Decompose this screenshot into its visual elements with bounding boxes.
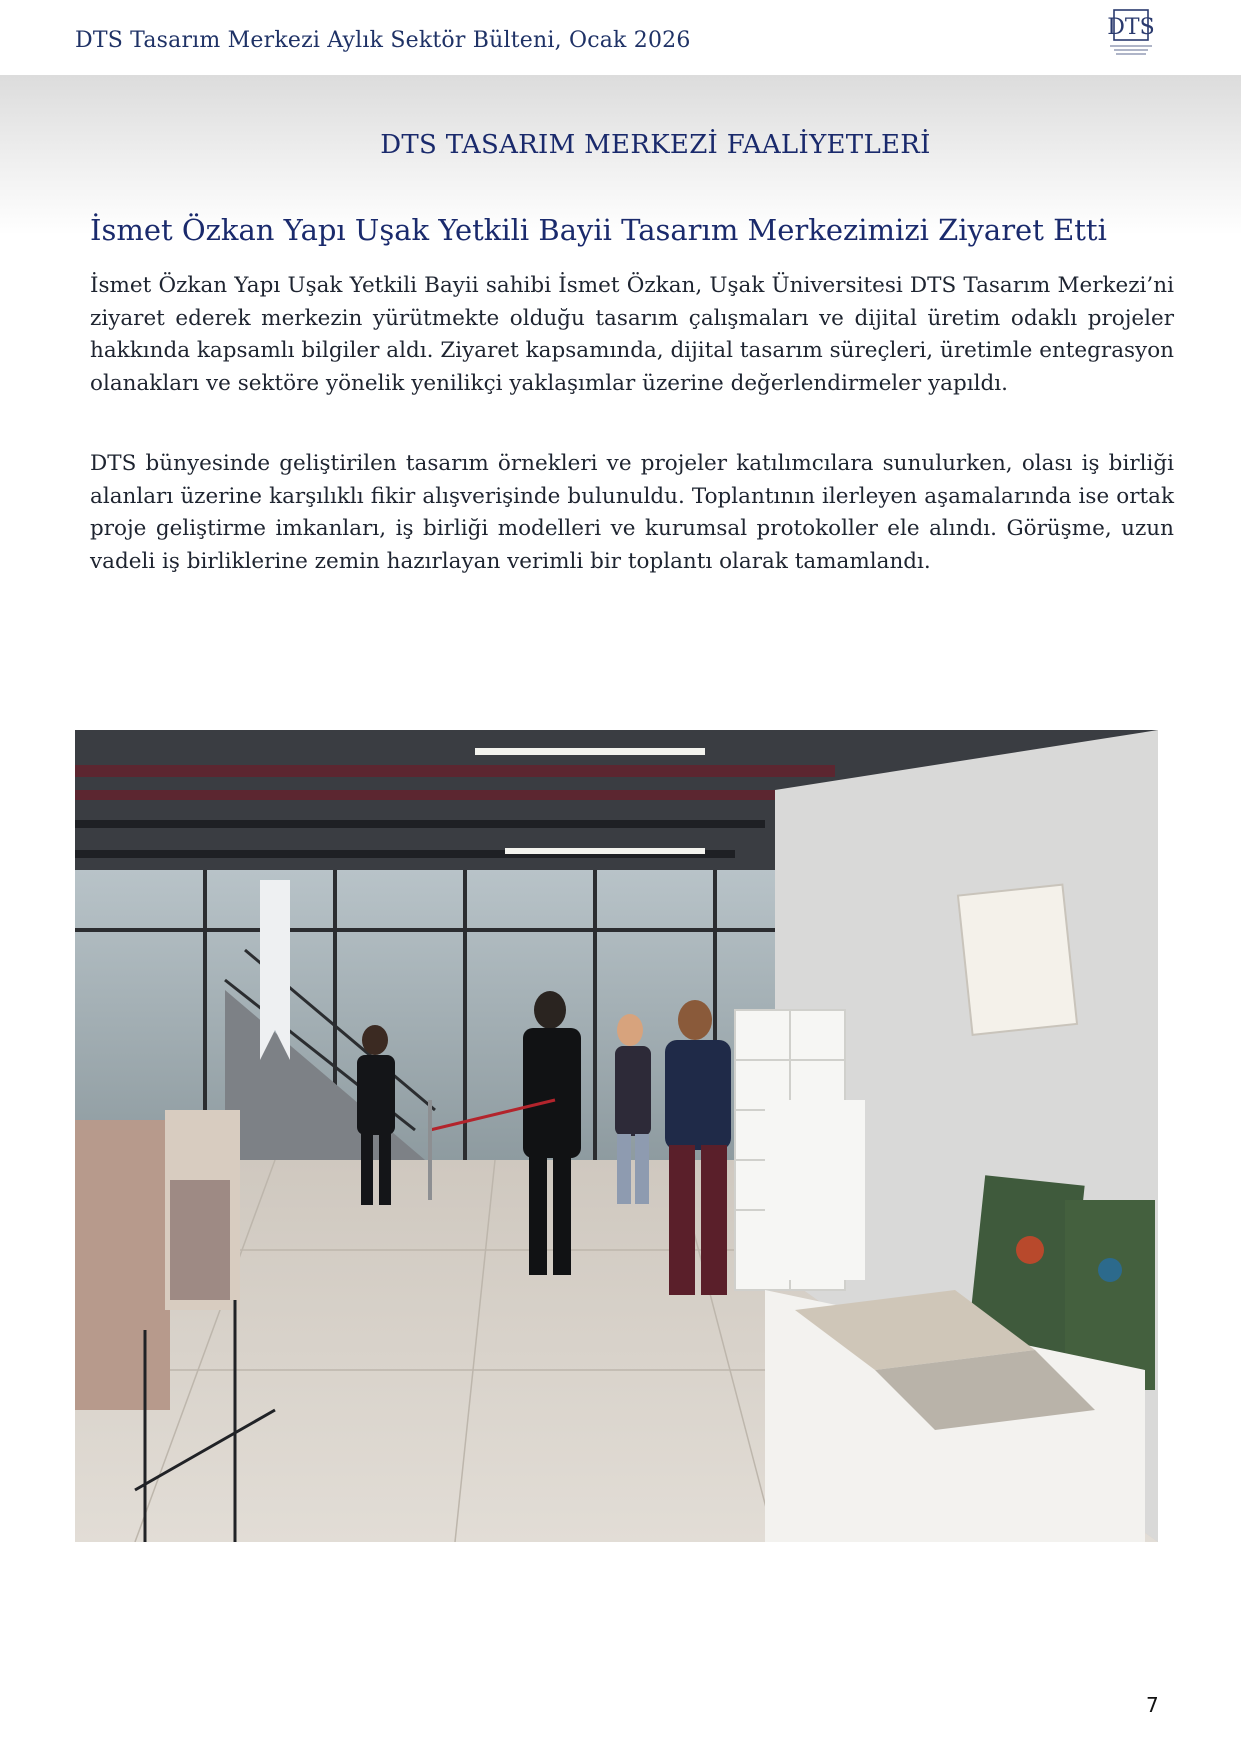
dts-logo xyxy=(1106,8,1156,56)
photo-illustration xyxy=(75,730,1158,1542)
logo-mark: DTS xyxy=(1107,15,1155,40)
page-header xyxy=(0,0,1241,75)
section-title: DTS TASARIM MERKEZİ FAALİYETLERİ xyxy=(380,130,931,160)
article-paragraph: DTS bünyesinde geliştirilen tasarım örnekleri ve projeler katılımcılara sunulurken, olası iş birliği alanları üzerine karşılıklı fikir alışverişinde bulunuldu. Toplantının ilerleyen aşamalarında ise ortak proje geliştirme imkanları, iş birliği modelleri ve kurumsal protokoller ele alındı. Görüşme, uzun vadeli iş birliklerine zemin hazırlayan verimli bir toplantı olarak tamamlandı. xyxy=(90,451,1174,574)
article-title: İsmet Özkan Yapı Uşak Yetkili Bayii Tasarım Merkezimizi Ziyaret Etti xyxy=(90,213,1107,247)
page-number: 7 xyxy=(1146,1693,1159,1717)
visit-photo xyxy=(75,730,1158,1542)
running-title: DTS Tasarım Merkezi Aylık Sektör Bülteni, Ocak 2026 xyxy=(75,28,691,53)
article-paragraph: İsmet Özkan Yapı Uşak Yetkili Bayii sahibi İsmet Özkan, Uşak Üniversitesi DTS Tasarım Merkezi’ni ziyaret ederek merkezin yürütmekte olduğu tasarım çalışmaları ve dijital üretim odaklı projeler hakkında kapsamlı bilgiler aldı. Ziyaret kapsamında, dijital tasarım süreçleri, üretimle entegrasyon olanakları ve sektöre yönelik yenilikçi yaklaşımlar üzerine değerlendirmeler yapıldı. xyxy=(90,273,1174,396)
